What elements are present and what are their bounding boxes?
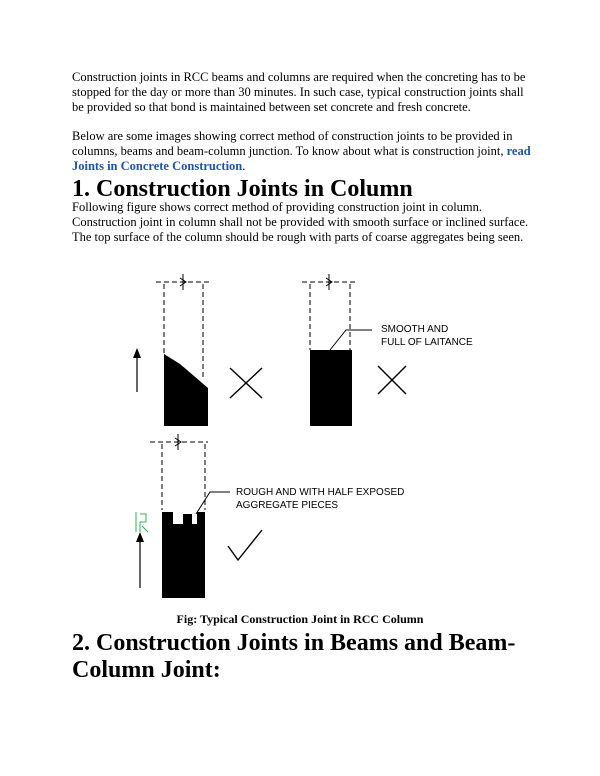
smooth-label-line-2: FULL OF LAITANCE xyxy=(381,337,473,348)
intro-paragraph-2-end: . xyxy=(242,159,246,173)
section-1-body: Following figure shows correct method of providing construction joint in column. Construction joint in column shall not be provided with smooth surface or inclined surface. The top surface of the column should be rough with parts of coarse aggregates being seen. xyxy=(72,200,529,244)
column-inclined-wrong xyxy=(156,274,212,426)
construction-joint-figure xyxy=(0,270,600,610)
intro-paragraph-1: Construction joints in RCC beams and columns are required when the concreting has to be stopped for the day or more than 30 minutes. In such case, typical construction joints shall be provided so that bond is maintained between set concrete and fresh concrete. xyxy=(72,70,526,114)
section-2-heading-line-1: 2. Construction Joints in Beams and Beam- xyxy=(72,630,516,656)
section-2-heading-line-2: Column Joint: xyxy=(72,657,221,683)
section-2-heading xyxy=(72,630,542,684)
cross-mark-1 xyxy=(230,368,262,398)
height-arrow-1 xyxy=(133,348,141,392)
stamp-mark xyxy=(136,512,148,532)
joints-article-link[interactable]: read Joints in Concrete Construction xyxy=(72,144,531,173)
height-arrow-2 xyxy=(136,532,144,588)
column-smooth-wrong xyxy=(302,274,372,426)
smooth-label-line-1: SMOOTH AND xyxy=(381,324,449,335)
intro-paragraph-2 xyxy=(72,129,534,174)
check-mark xyxy=(228,530,262,560)
section-1-heading: 1. Construction Joints in Column xyxy=(72,176,413,202)
rough-label-line-1: ROUGH AND WITH HALF EXPOSED xyxy=(236,487,405,498)
cross-mark-2 xyxy=(378,366,406,394)
figure-caption: Fig: Typical Construction Joint in RCC Column xyxy=(176,612,424,626)
rough-label-line-2: AGGREGATE PIECES xyxy=(236,500,339,511)
column-rough-correct xyxy=(150,434,230,598)
intro-paragraph-2-text: Below are some images showing correct method of construction joints to be provided in columns, beams and beam-column junction. To know about what is construction joint, xyxy=(72,129,513,158)
